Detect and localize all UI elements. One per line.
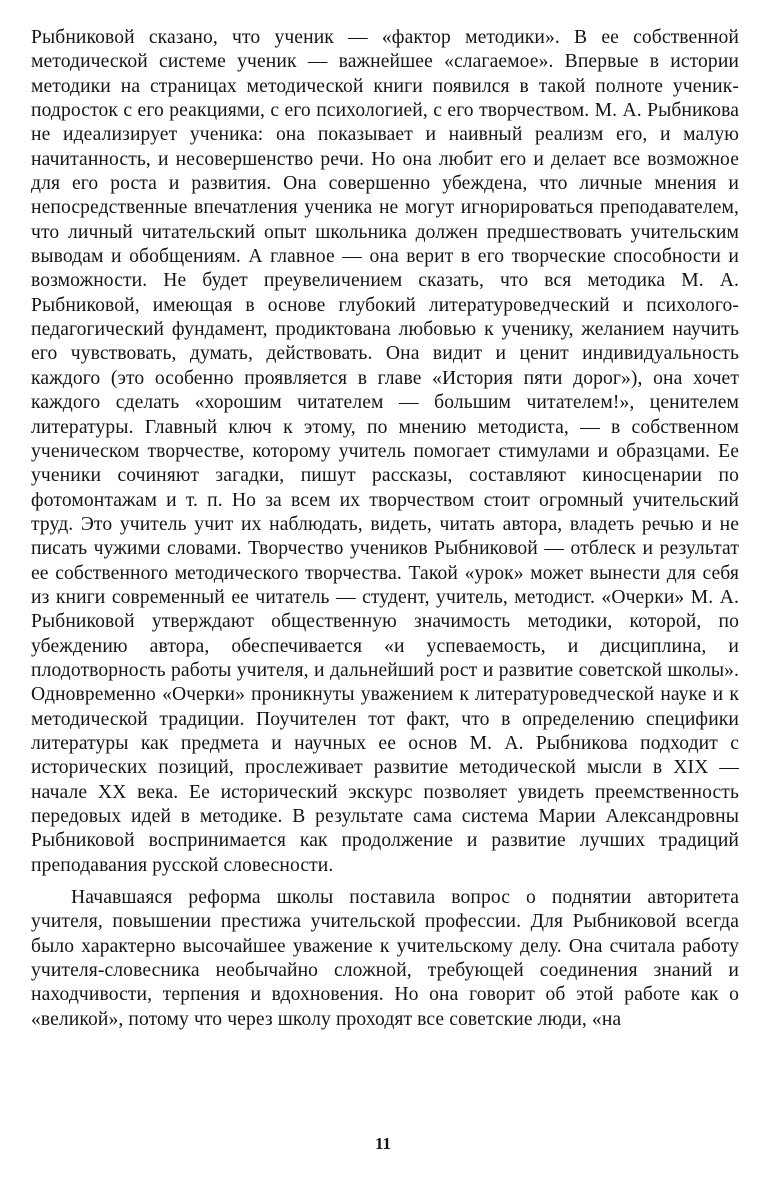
paragraph-1: Рыбниковой сказано, что ученик — «фактор методики». В ее собственной методической системе ученик — важнейшее «слагаемое». Впервые в истории методики на страницах методической книги появился в такой полноте ученик-подросток с его реакциями, с его психологией, с его творчеством. М. А. Рыбникова не идеализирует ученика: она показывает и наивный реализм его, и малую начитанность, и несовершенство речи. Но она любит его и делает все возможное для его роста и развития. Она совершенно убеждена, что личные мнения и непосредственные впечатления ученика не могут игнорироваться преподавателем, что личный читательский опыт школьника должен предшествовать учительским выводам и обобщениям. А главное — она верит в его творческие способности и возможности. Не будет преувеличением сказать, что вся методика М. А. Рыбниковой, имеющая в основе глубокий литературоведческий и психолого-педагогический фундамент, продиктована любовью к ученику, желанием научить его чувствовать, думать, действовать. Она видит и ценит индивидуальность каждого (это особенно проявляется в главе «История пяти дорог»), она хочет каждого сделать «хорошим читателем — большим читателем!», ценителем литературы. Главный ключ к этому, по мнению методиста, — в собственном ученическом творчестве, которому учитель помогает стимулами и образцами. Ее ученики сочиняют загадки, пишут рассказы, составляют киносценарии по фотомонтажам и т. п. Но за всем их творчеством стоит огромный учительский труд. Это учитель учит их наблюдать, видеть, читать автора, владеть речью и не писать чужими словами. Творчество учеников Рыбниковой — отблеск и результат ее собственного методического творчества. Такой «урок» может вынести для себя из книги современный ее читатель — студент, учитель, методист. «Очерки» М. А. Рыбниковой утверждают общественную значимость методики, которой, по убеждению автора, обеспечивается «и успеваемость, и дисциплина, и плодотворность работы учителя, и дальнейший рост и развитие советской школы». Одновременно «Очерки» проникнуты уважением к литературоведческой науке и к методической традиции. Поучителен тот факт, что в определению специфики литературы как предмета и научных ее основ М. А. Рыбникова подходит с исторических позиций, прослеживает развитие методической мысли в XIX — начале XX века. Ее исторический экскурс позволяет увидеть преемственность передовых идей в методике. В результате сама система Марии Александровны Рыбниковой воспринимается как продолжение и развитие лучших традиций преподавания русской словесности.: [31, 27, 739, 876]
paragraph-2: Начавшаяся реформа школы поставила вопрос о поднятии авторитета учителя, повышении престижа учительской профессии. Для Рыбниковой всегда было характерно высочайшее уважение к учительскому делу. Она считала работу учителя-словесника необычайно сложной, требующей соединения знаний и находчивости, терпения и вдохновения. Но она говорит об этой работе как о «великой», потому что через школу проходят все советские люди, «на: [31, 887, 739, 1030]
page-body: [31, 26, 739, 1032]
page-number: 11: [374, 1134, 392, 1153]
